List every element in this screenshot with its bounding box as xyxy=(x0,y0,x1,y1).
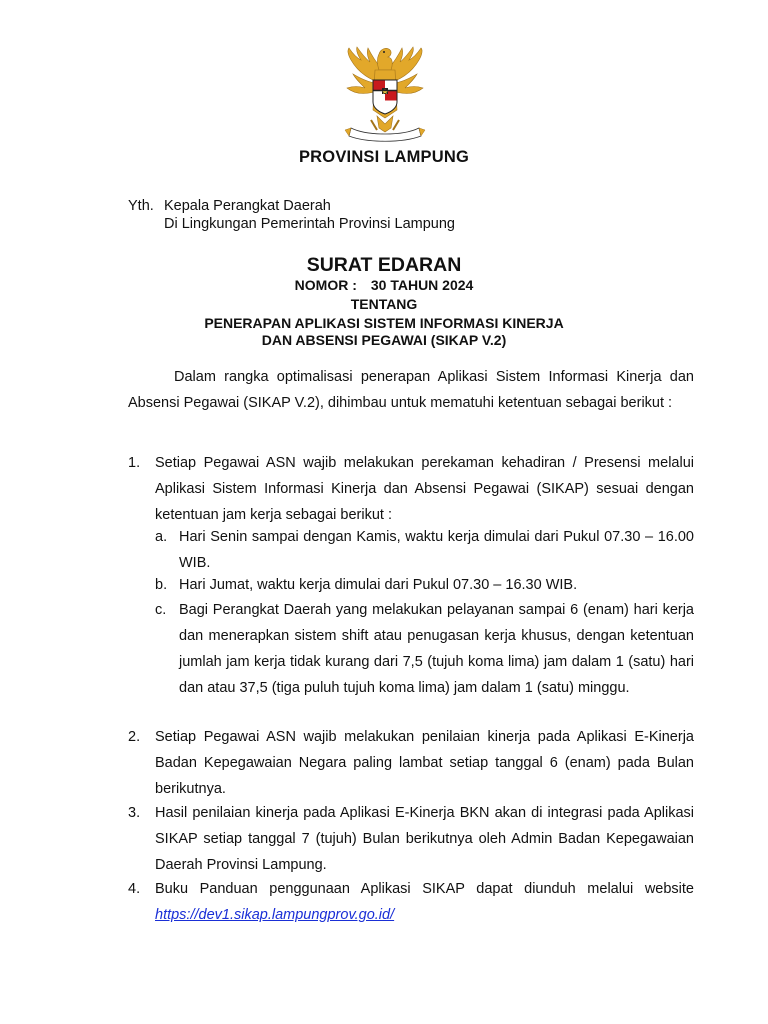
sub-item-a xyxy=(155,524,694,576)
addressee-line-1 xyxy=(128,197,455,215)
addressee-line-2: Di Lingkungan Pemerintah Provinsi Lampung xyxy=(164,216,455,232)
list-item-1 xyxy=(128,450,694,528)
number-label: NOMOR : xyxy=(294,277,357,293)
sub-marker: b. xyxy=(155,577,168,593)
list-item-text: Hasil penilaian kinerja pada Aplikasi E-Kinerja BKN akan di integrasi pada Aplikasi SIKAP setiap tanggal 7 (tujuh) Bulan berikutnya oleh Admin Badan Kepegawaian Daerah Provinsi Lampung. xyxy=(155,805,694,873)
list-item-text: Setiap Pegawai ASN wajib melakukan penilaian kinerja pada Aplikasi E-Kinerja Badan Kepegawaian Negara paling lambat setiap tanggal 6 (enam) pada Bulan berikutnya. xyxy=(155,729,694,797)
sub-marker: c. xyxy=(155,602,167,618)
letter-number xyxy=(0,277,768,293)
sub-item-text: Hari Senin sampai dengan Kamis, waktu kerja dimulai dari Pukul 07.30 – 16.00 WIB. xyxy=(179,529,694,571)
list-item-text: Setiap Pegawai ASN wajib melakukan perekaman kehadiran / Presensi melalui Aplikasi Sistem Informasi Kinerja dan Absensi Pegawai (SIKAP) sesuai dengan ketentuan jam kerja sebagai berikut : xyxy=(155,455,694,523)
list-marker: 4. xyxy=(128,881,141,897)
sub-item-text: Bagi Perangkat Daerah yang melakukan pelayanan sampai 6 (enam) hari kerja dan menerapkan sistem shift atau penugasan kerja khusus, dengan ketentuan jumlah jam kerja tidak kurang dari 7,5 (tujuh koma lima) jam dalam 1 (satu) hari dan atau 37,5 (tiga puluh tujuh koma lima) jam dalam 1 (satu) minggu. xyxy=(179,602,694,696)
addressee-prefix: Yth. xyxy=(128,198,154,214)
intro-paragraph: Dalam rangka optimalisasi penerapan Aplikasi Sistem Informasi Kinerja dan Absensi Pegawai (SIKAP V.2), dihimbau untuk mematuhi ketentuan sebagai berikut : xyxy=(128,369,694,411)
sub-item-text: Hari Jumat, waktu kerja dimulai dari Pukul 07.30 – 16.30 WIB. xyxy=(179,577,578,593)
addressee-block xyxy=(128,197,455,233)
sub-item-c xyxy=(155,597,694,701)
list-item-2 xyxy=(128,724,694,802)
province-heading: PROVINSI LAMPUNG xyxy=(298,148,470,166)
list-marker: 3. xyxy=(128,805,141,821)
sikap-website-link[interactable]: https://dev1.sikap.lampungprov.go.id/ xyxy=(155,907,395,923)
download-text: Buku Panduan penggunaan Aplikasi SIKAP dapat diunduh melalui website xyxy=(155,881,694,897)
list-marker: 1. xyxy=(128,455,141,471)
number-value: 30 TAHUN 2024 xyxy=(370,277,474,293)
garuda-emblem-icon xyxy=(337,44,433,144)
letter-subject-line-2: DAN ABSENSI PEGAWAI (SIKAP V.2) xyxy=(261,332,507,348)
list-marker: 2. xyxy=(128,729,141,745)
letter-about-heading: TENTANG xyxy=(350,296,418,312)
list-item-4 xyxy=(128,876,694,928)
list-item-3 xyxy=(128,800,694,878)
addressee-recipient: Kepala Perangkat Daerah xyxy=(164,198,331,214)
sub-item-b xyxy=(155,572,694,598)
list-item-text xyxy=(155,876,694,928)
letter-subject-line-1: PENERAPAN APLIKASI SISTEM INFORMASI KINERJA xyxy=(204,315,564,331)
sub-marker: a. xyxy=(155,529,168,545)
letter-title: SURAT EDARAN xyxy=(306,254,462,276)
